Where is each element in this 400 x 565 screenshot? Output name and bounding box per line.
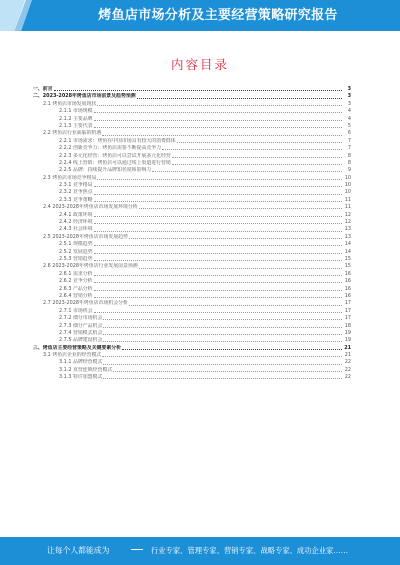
toc-entry-page: 14 <box>344 248 351 255</box>
toc-entry[interactable] <box>33 330 351 337</box>
toc-dot-leader <box>102 356 342 357</box>
toc-entry-title: 2.2.5 品牌：持续提升品牌知名度和影响力 <box>59 167 152 174</box>
toc-entry-page: 17 <box>344 315 351 322</box>
toc-entry-title: 2.4.2 经济环境 <box>59 219 93 226</box>
toc-entry-page: 13 <box>344 233 351 240</box>
toc-entry[interactable] <box>33 300 351 307</box>
toc-dot-leader <box>139 208 342 209</box>
toc-entry-page: 4 <box>347 115 351 122</box>
toc-dot-leader <box>94 223 342 224</box>
toc-dot-leader <box>94 112 342 113</box>
toc-entry-title: 2.5.3 营销趋势 <box>59 255 93 262</box>
toc-heading: 内容目录 <box>170 57 229 72</box>
toc-entry-page: 16 <box>344 285 351 292</box>
toc-entry-page: 10 <box>344 174 351 181</box>
toc-entry-title: 2.1.2 主要品牌 <box>59 115 93 122</box>
toc-entry-title: 2.3.2 竞争焦点 <box>59 189 93 196</box>
toc-entry-title: 2.4 2023-2028年烤鱼店市场发展环境分析 <box>43 204 138 211</box>
toc-entry-page: 22 <box>344 359 351 366</box>
toc-entry-title: 2.2.2 创新竞争力：烤鱼店需要不断提高竞争力 <box>59 145 162 152</box>
toc-entry-page: 6 <box>347 130 351 137</box>
toc-dot-leader <box>103 334 342 335</box>
toc-entry[interactable] <box>33 204 351 211</box>
toc-entry[interactable] <box>33 197 351 204</box>
toc-entry-page: 12 <box>344 211 351 218</box>
toc-entry[interactable] <box>33 374 351 381</box>
toc-entry-title: 2.2.1 市场需求：烤鱼在中国市场具有较大的消费群体 <box>59 137 176 144</box>
toc-entry-page: 3 <box>347 86 351 92</box>
toc-entry-title: 2.3.3 竞争策略 <box>59 196 93 203</box>
toc-entry[interactable] <box>33 138 351 145</box>
toc-entry[interactable] <box>33 226 351 233</box>
toc-entry-page: 3 <box>347 93 351 100</box>
toc-entry-page: 15 <box>344 263 351 270</box>
toc-entry-page: 17 <box>344 307 351 314</box>
toc-entry-title: 2.7.1 市场机会 <box>59 307 93 314</box>
toc-entry-page: 9 <box>347 167 351 174</box>
toc-entry-title: 2.1 烤鱼店市场发展现状 <box>43 100 97 107</box>
toc-dot-leader <box>103 341 342 342</box>
toc-dot-leader <box>103 378 342 379</box>
toc-entry-page: 14 <box>344 241 351 248</box>
toc-entry-page: 12 <box>344 219 351 226</box>
toc-dot-leader <box>177 142 342 143</box>
table-of-contents <box>33 86 351 382</box>
toc-entry-page: 22 <box>344 366 351 373</box>
toc-dot-leader <box>54 90 342 91</box>
toc-entry[interactable] <box>33 263 351 270</box>
toc-entry-title: 2.1.1 市场规模 <box>59 108 93 115</box>
toc-entry-page: 16 <box>344 278 351 285</box>
toc-entry-page: 8 <box>347 159 351 166</box>
toc-entry-title: 2.6 2023-2028年烤鱼店行业发展前景预测 <box>43 263 138 270</box>
report-title: 烤鱼店市场分析及主要经营策略研究报告 <box>98 8 338 23</box>
toc-entry-page: 7 <box>347 137 351 144</box>
toc-entry-page: 16 <box>344 270 351 277</box>
toc-entry-title: 2.5.1 规模趋势 <box>59 241 93 248</box>
toc-entry[interactable] <box>33 323 351 330</box>
toc-dot-leader <box>172 157 342 158</box>
toc-dot-leader <box>94 260 342 261</box>
toc-dot-leader <box>97 179 342 180</box>
toc-dot-leader <box>162 149 342 150</box>
toc-entry[interactable] <box>33 337 351 344</box>
toc-dot-leader <box>94 297 342 298</box>
header-banner <box>0 0 400 31</box>
toc-dot-leader <box>94 290 342 291</box>
toc-dot-leader <box>103 364 342 365</box>
toc-entry[interactable] <box>33 123 351 130</box>
toc-entry-title: 一、前言 <box>33 86 53 92</box>
toc-entry-title: 2.7.4 营销模式机会 <box>59 329 103 336</box>
toc-entry-title: 3.1.1 品牌经营模式 <box>59 359 103 366</box>
toc-entry-title: 2.7.5 品牌建设机会 <box>59 337 103 344</box>
toc-entry-title: 3.1.2 直营连锁经营模式 <box>59 366 113 373</box>
toc-dot-leader <box>137 98 342 99</box>
toc-entry-page: 19 <box>344 329 351 336</box>
toc-entry-page: 19 <box>344 337 351 344</box>
toc-dot-leader <box>129 305 342 306</box>
toc-dot-leader <box>172 164 342 165</box>
toc-entry[interactable] <box>33 367 351 374</box>
toc-entry-page: 13 <box>344 226 351 233</box>
toc-entry-page: 5 <box>347 122 351 129</box>
toc-entry-page: 21 <box>344 344 351 351</box>
toc-entry-page: 10 <box>344 189 351 196</box>
toc-entry[interactable] <box>33 212 351 219</box>
toc-dot-leader <box>94 127 342 128</box>
toc-entry-title: 2.7.3 细分产品机会 <box>59 322 103 329</box>
toc-entry-title: 2.3 烤鱼店市场竞争格局 <box>43 174 97 181</box>
toc-entry-title: 2.4.1 政策环境 <box>59 211 93 218</box>
toc-entry-title: 2.2.3 多元化经营：烤鱼店可以尝试开展多元化经营 <box>59 152 171 159</box>
toc-dot-leader <box>94 312 342 313</box>
toc-entry[interactable] <box>33 345 351 352</box>
toc-entry[interactable] <box>33 219 351 226</box>
toc-dot-leader <box>94 282 342 283</box>
toc-dot-leader <box>103 319 342 320</box>
toc-entry[interactable] <box>33 116 351 123</box>
toc-entry[interactable] <box>33 256 351 263</box>
footer-roles: 行业专家、管理专家、营销专家、战略专家、成功企业家…… <box>151 546 349 555</box>
toc-entry-page: 11 <box>344 196 351 203</box>
toc-dot-leader <box>152 171 342 172</box>
toc-entry-title: 2.4.3 社会环境 <box>59 226 93 233</box>
toc-entry[interactable] <box>33 286 351 293</box>
toc-entry-page: 15 <box>344 255 351 262</box>
toc-entry-title: 2.5 2023-2028年烤鱼店市场发展趋势 <box>43 233 128 240</box>
toc-entry-title: 2.7.2 细分市场机会 <box>59 315 103 322</box>
toc-entry-title: 3.1 烤鱼店企业的经营模式 <box>43 352 102 359</box>
toc-entry[interactable] <box>33 167 351 174</box>
toc-entry[interactable] <box>33 359 351 366</box>
toc-dot-leader <box>94 253 342 254</box>
toc-entry-title: 2.6.4 营销分析 <box>59 292 93 299</box>
toc-dot-leader <box>94 201 342 202</box>
toc-entry[interactable] <box>33 308 351 315</box>
toc-entry[interactable] <box>33 93 351 100</box>
toc-dot-leader <box>97 105 342 106</box>
toc-entry[interactable] <box>33 352 351 359</box>
toc-entry[interactable] <box>33 271 351 278</box>
toc-entry-page: 4 <box>347 108 351 115</box>
toc-entry[interactable] <box>33 315 351 322</box>
toc-entry[interactable] <box>33 234 351 241</box>
toc-dot-leader <box>129 238 342 239</box>
footer-motto: 让每个人都能成为 <box>47 546 110 555</box>
toc-dot-leader <box>94 120 342 121</box>
toc-entry-title: 2.6.2 竞争分析 <box>59 278 93 285</box>
toc-entry[interactable] <box>33 278 351 285</box>
toc-entry-page: 11 <box>344 204 351 211</box>
toc-entry-page: 18 <box>344 322 351 329</box>
toc-dot-leader <box>94 275 342 276</box>
toc-dot-leader <box>102 135 342 136</box>
toc-dot-leader <box>94 186 342 187</box>
toc-entry-title: 三、烤鱼店主要经营策略及关键要素分析 <box>33 344 122 351</box>
toc-entry-title: 3.1.3 特许加盟模式 <box>59 374 103 381</box>
toc-entry[interactable] <box>33 145 351 152</box>
footer-banner <box>0 537 400 565</box>
toc-entry[interactable] <box>33 249 351 256</box>
toc-entry-title: 2.6.3 产品分析 <box>59 285 93 292</box>
toc-entry[interactable] <box>33 241 351 248</box>
toc-entry[interactable] <box>33 153 351 160</box>
toc-entry[interactable] <box>33 130 351 137</box>
toc-entry[interactable] <box>33 101 351 108</box>
toc-entry-page: 3 <box>347 100 351 107</box>
toc-entry-page: 16 <box>344 292 351 299</box>
toc-entry-page: 17 <box>344 300 351 307</box>
toc-entry[interactable] <box>33 108 351 115</box>
toc-entry-title: 2.1.3 主要代表 <box>59 122 93 129</box>
toc-entry[interactable] <box>33 293 351 300</box>
toc-dot-leader <box>94 231 342 232</box>
toc-entry-page: 7 <box>347 145 351 152</box>
toc-dot-leader <box>94 194 342 195</box>
toc-entry-page: 22 <box>344 374 351 381</box>
toc-dot-leader <box>139 268 342 269</box>
toc-entry[interactable] <box>33 189 351 196</box>
toc-entry-page: 8 <box>347 152 351 159</box>
toc-entry-title: 2.2.4 线上营销：烤鱼店可以通过线上渠道进行营销 <box>59 159 171 166</box>
toc-entry-title: 2.3.1 竞争格局 <box>59 182 93 189</box>
toc-entry[interactable] <box>33 160 351 167</box>
toc-entry-title: 2.5.2 发展趋势 <box>59 248 93 255</box>
toc-entry-title: 2.7 2023-2028年烤鱼店市场机会分析 <box>43 300 128 307</box>
footer-separator <box>131 549 143 550</box>
toc-entry[interactable] <box>33 175 351 182</box>
toc-entry[interactable] <box>33 182 351 189</box>
toc-dot-leader <box>94 216 342 217</box>
toc-entry[interactable] <box>33 86 351 93</box>
toc-dot-leader <box>94 245 342 246</box>
toc-dot-leader <box>122 349 342 350</box>
toc-dot-leader <box>103 327 342 328</box>
toc-entry-title: 2.6.1 需求分析 <box>59 270 93 277</box>
toc-entry-page: 10 <box>344 182 351 189</box>
toc-entry-title: 2.2 烤鱼店行业面临的机遇 <box>43 130 102 137</box>
toc-entry-title: 二、2023-2028年烤鱼店市场前景及趋势预测 <box>33 93 136 100</box>
toc-entry-page: 21 <box>344 352 351 359</box>
toc-dot-leader <box>113 371 342 372</box>
